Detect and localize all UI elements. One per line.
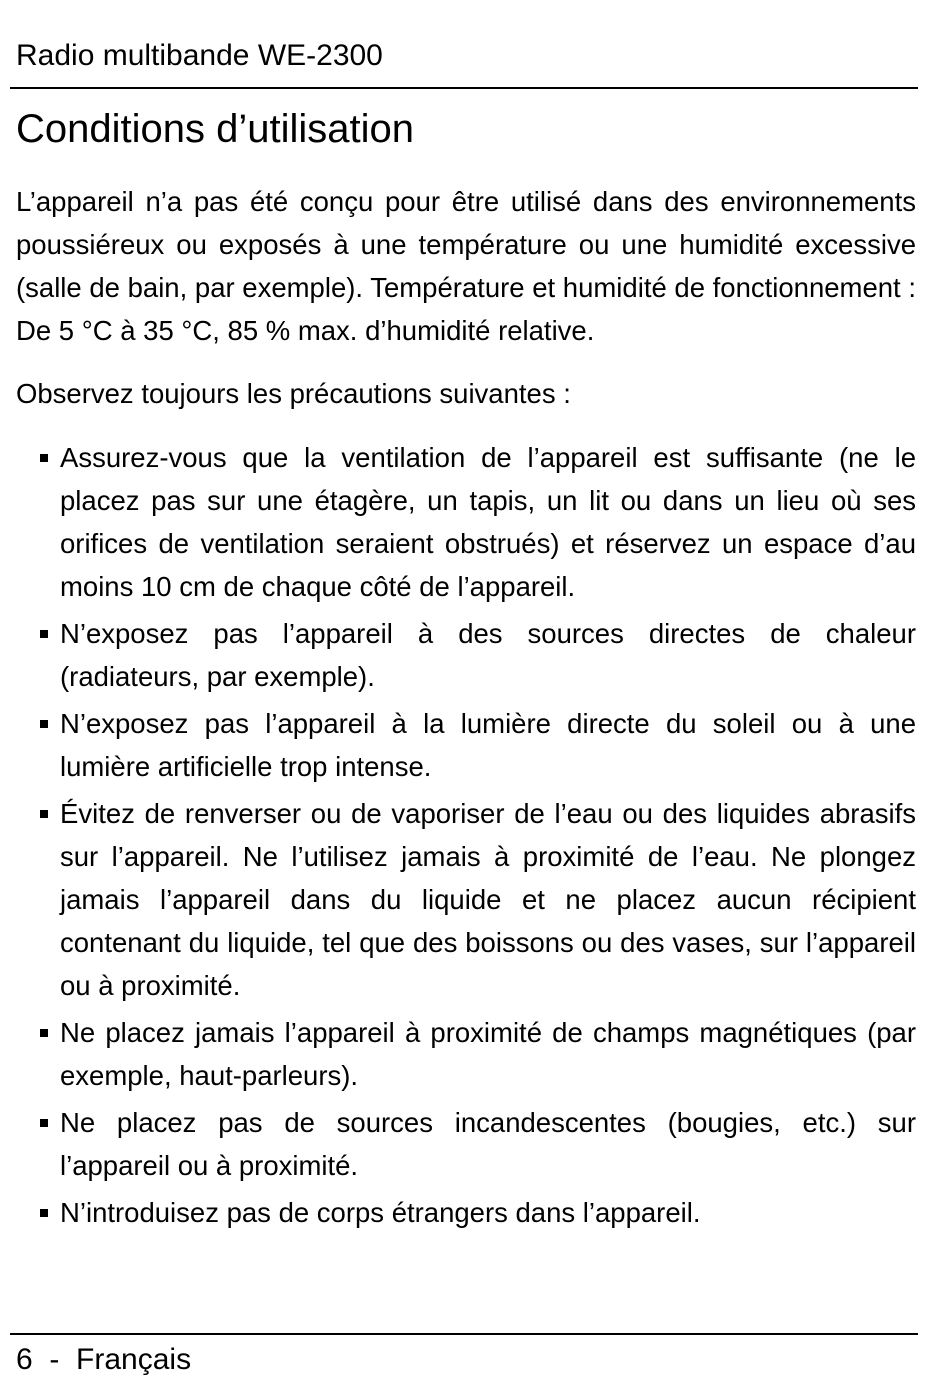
square-bullet-icon [40, 810, 48, 818]
running-header: Radio multibande WE-2300 [16, 39, 383, 72]
square-bullet-icon [40, 720, 48, 728]
square-bullet-icon [40, 1029, 48, 1037]
list-item-text: N’introduisez pas de corps étrangers dans l’appareil. [60, 1197, 701, 1228]
footer-language: Français [76, 1343, 192, 1376]
square-bullet-icon [40, 454, 48, 462]
precautions-list [16, 436, 916, 1234]
list-item [16, 1011, 916, 1097]
footer-divider [10, 1333, 918, 1335]
list-item-text: Évitez de renverser ou de vaporiser de l’eau ou des liquides abrasifs sur l’appareil. Ne l’utilisez jamais à proximité de l’eau. Ne plongez jamais l’appareil dans du liquide et ne placez aucun récipient contenant du liquide, tel que des boissons ou des vases, sur l’appareil ou à proximité. [60, 798, 916, 1001]
list-item-text: N’exposez pas l’appareil à la lumière directe du soleil ou à une lumière artificielle trop intense. [60, 708, 916, 782]
list-item [16, 1101, 916, 1187]
square-bullet-icon [40, 1209, 48, 1217]
list-item [16, 792, 916, 1007]
header-divider [10, 87, 918, 89]
section-body [16, 180, 916, 1238]
page-footer [16, 1340, 191, 1380]
list-item-text: Ne placez jamais l’appareil à proximité de champs magnétiques (par exemple, haut-parleurs). [60, 1017, 916, 1091]
list-item-text: Assurez-vous que la ventilation de l’appareil est suffisante (ne le placez pas sur une étagère, un tapis, un lit ou dans un lieu où ses orifices de ventilation seraient obstrués) et réservez un espace d’au moins 10 cm de chaque côté de l’appareil. [60, 442, 916, 602]
footer-separator: - [49, 1343, 60, 1376]
document-page [16, 0, 916, 1400]
square-bullet-icon [40, 1119, 48, 1127]
intro-paragraph: L’appareil n’a pas été conçu pour être utilisé dans des environnements poussiéreux ou exposés à une température ou une humidité excessive (salle de bain, par exemple). Température et humidité de fonctionnement : De 5 °C à 35 °C, 85 % max. d’humidité relative. [16, 186, 916, 346]
precautions-lead: Observez toujours les précautions suivantes : [16, 378, 571, 409]
list-item [16, 702, 916, 788]
list-item-text: Ne placez pas de sources incandescentes (bougies, etc.) sur l’appareil ou à proximité. [60, 1107, 916, 1181]
page-number: 6 [16, 1343, 33, 1376]
section-title: Conditions d’utilisation [16, 107, 415, 151]
list-item [16, 612, 916, 698]
list-item [16, 436, 916, 608]
list-item [16, 1191, 916, 1234]
square-bullet-icon [40, 630, 48, 638]
list-item-text: N’exposez pas l’appareil à des sources directes de chaleur (radiateurs, par exemple). [60, 618, 916, 692]
